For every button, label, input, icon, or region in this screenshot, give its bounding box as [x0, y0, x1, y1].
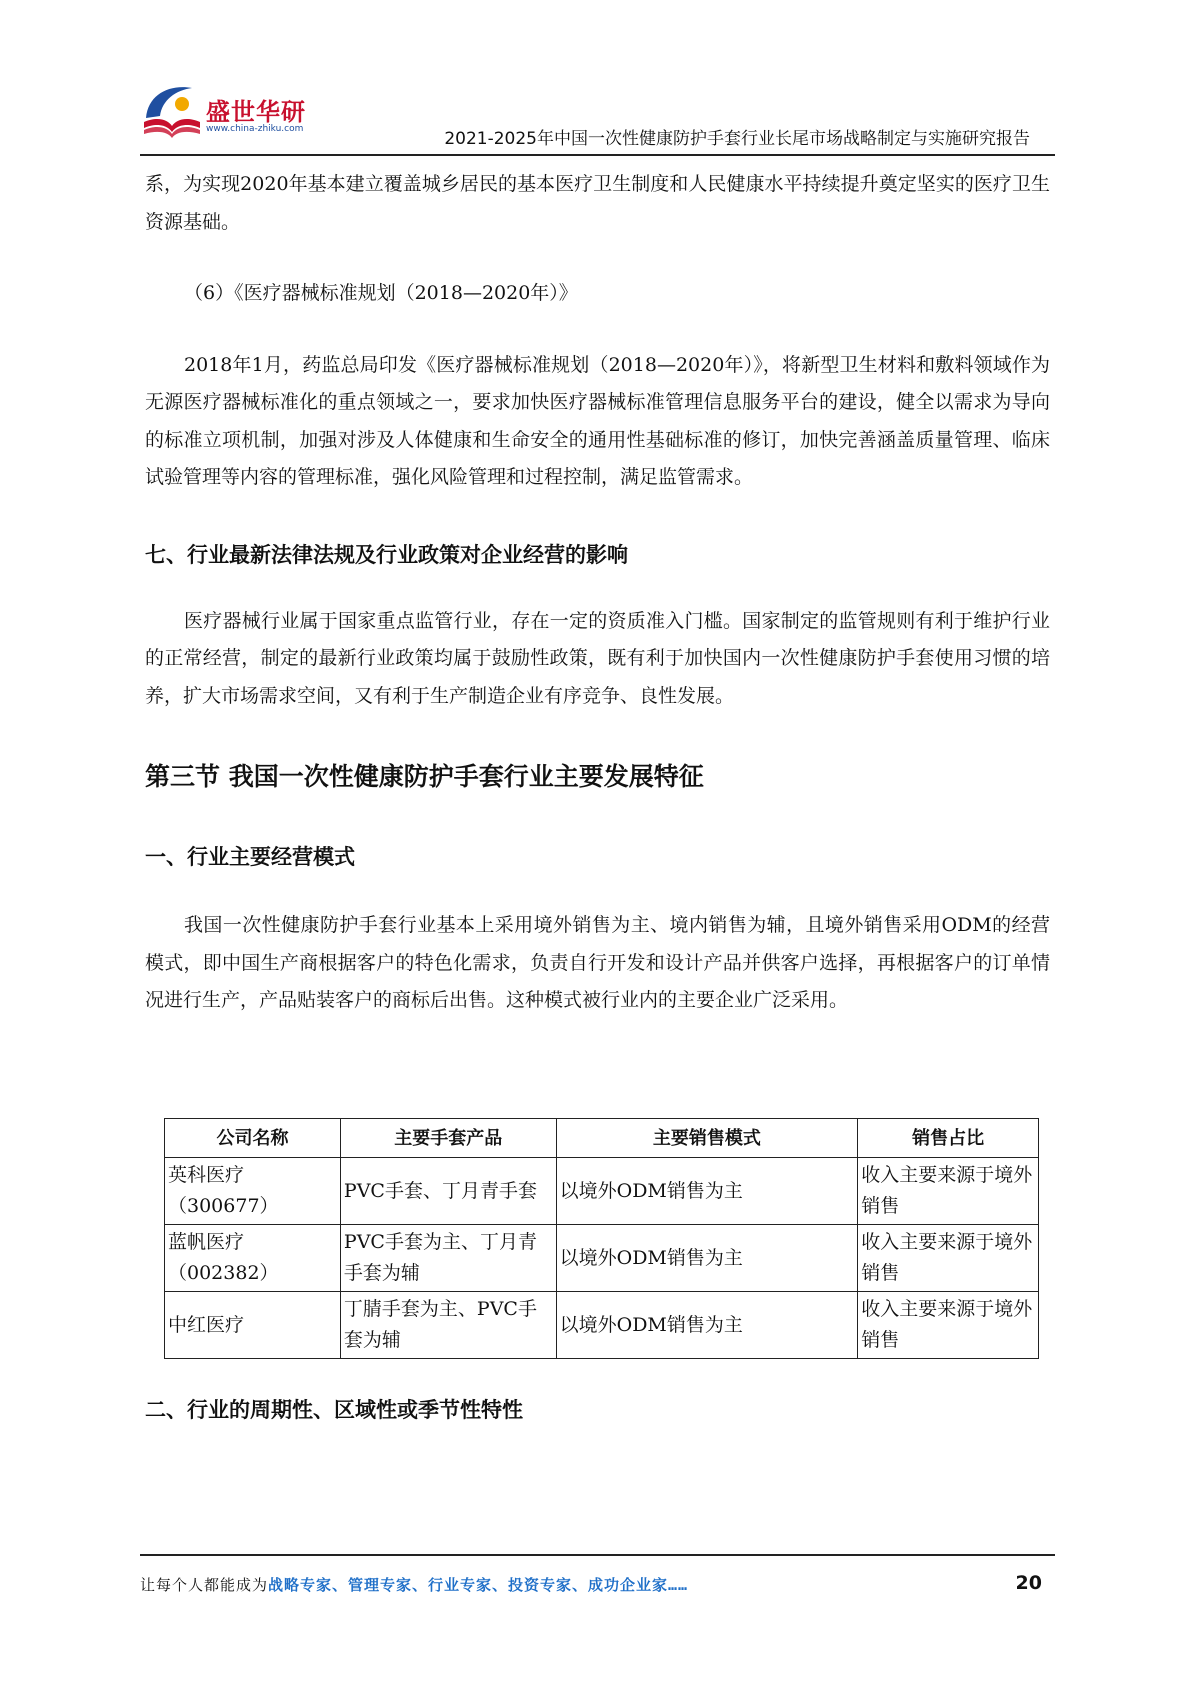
section-title: 第三节 我国一次性健康防护手套行业主要发展特征 — [145, 762, 704, 791]
brand-url: www.china-zhiku.com — [206, 124, 304, 134]
page-content — [145, 166, 1050, 1020]
footer-divider — [140, 1554, 1055, 1556]
table-header-cell: 公司名称 — [165, 1119, 341, 1158]
list-item-6: （6）《医疗器械标准规划（2018—2020年）》 — [184, 282, 578, 304]
table-cell: 中红医疗 — [165, 1292, 341, 1359]
page-number: 20 — [1015, 1572, 1042, 1594]
footer-slogan-highlight: 战略专家、管理专家、行业专家、投资专家、成功企业家…… — [268, 1576, 689, 1594]
footer-slogan — [140, 1574, 688, 1595]
paragraph-business-model: 我国一次性健康防护手套行业基本上采用境外销售为主、境内销售为辅，且境外销售采用ODM的经营模式，即中国生产商根据客户的特色化需求，负责自行开发和设计产品并供客户选择，再根据客户的订单情况进行生产，产品贴装客户的商标后出售。这种模式被行业内的主要企业广泛采用。 — [145, 914, 1050, 1011]
table-row — [165, 1225, 1039, 1292]
table-cell: 收入主要来源于境外销售 — [858, 1225, 1039, 1292]
table-cell: 丁腈手套为主、PVC手套为辅 — [340, 1292, 556, 1359]
table-cell: PVC手套为主、丁月青手套为辅 — [340, 1225, 556, 1292]
heading-seven: 七、行业最新法律法规及行业政策对企业经营的影响 — [145, 542, 628, 567]
heading-two: 二、行业的周期性、区域性或季节性特性 — [145, 1398, 523, 1422]
company-logo — [140, 80, 310, 146]
table-row — [165, 1292, 1039, 1359]
table-cell: 英科医疗（300677） — [165, 1158, 341, 1225]
table-cell: PVC手套、丁月青手套 — [340, 1158, 556, 1225]
table-cell: 蓝帆医疗（002382） — [165, 1225, 341, 1292]
company-table — [164, 1118, 1039, 1359]
table-header-cell: 主要销售模式 — [556, 1119, 858, 1158]
brand-name: 盛世华研 — [206, 98, 306, 126]
heading-one: 一、行业主要经营模式 — [145, 845, 355, 869]
table-cell: 以境外ODM销售为主 — [556, 1225, 858, 1292]
paragraph-continued: 系，为实现2020年基本建立覆盖城乡居民的基本医疗卫生制度和人民健康水平持续提升奠定坚实的医疗卫生资源基础。 — [145, 173, 1050, 233]
footer-slogan-lead: 让每个人都能成为 — [140, 1576, 269, 1594]
table-header-cell: 销售占比 — [858, 1119, 1039, 1158]
table-cell: 收入主要来源于境外销售 — [858, 1292, 1039, 1359]
page-header — [140, 80, 1055, 150]
report-title: 2021-2025年中国一次性健康防护手套行业长尾市场战略制定与实施研究报告 — [444, 129, 1030, 149]
paragraph-regulation-impact: 医疗器械行业属于国家重点监管行业，存在一定的资质准入门槛。国家制定的监管规则有利于维护行业的正常经营，制定的最新行业政策均属于鼓励性政策，既有利于加快国内一次性健康防护手套使用习惯的培养，扩大市场需求空间，又有利于生产制造企业有序竞争、良性发展。 — [145, 609, 1050, 707]
header-divider — [140, 154, 1055, 156]
table-header-cell: 主要手套产品 — [340, 1119, 556, 1158]
table-cell: 以境外ODM销售为主 — [556, 1158, 858, 1225]
table-row — [165, 1158, 1039, 1225]
table-header-row — [165, 1119, 1039, 1158]
logo-book-icon — [140, 80, 204, 142]
table-cell: 收入主要来源于境外销售 — [858, 1158, 1039, 1225]
paragraph-standard-plan: 2018年1月，药监总局印发《医疗器械标准规划（2018—2020年）》，将新型卫生材料和敷料领域作为无源医疗器械标准化的重点领域之一，要求加快医疗器械标准管理信息服务平台的建设，健全以需求为导向的标准立项机制，加强对涉及人体健康和生命安全的通用性基础标准的修订，加快完善涵盖质量管理、临床试验管理等内容的管理标准，强化风险管理和过程控制，满足监管需求。 — [145, 353, 1050, 488]
table-cell: 以境外ODM销售为主 — [556, 1292, 858, 1359]
